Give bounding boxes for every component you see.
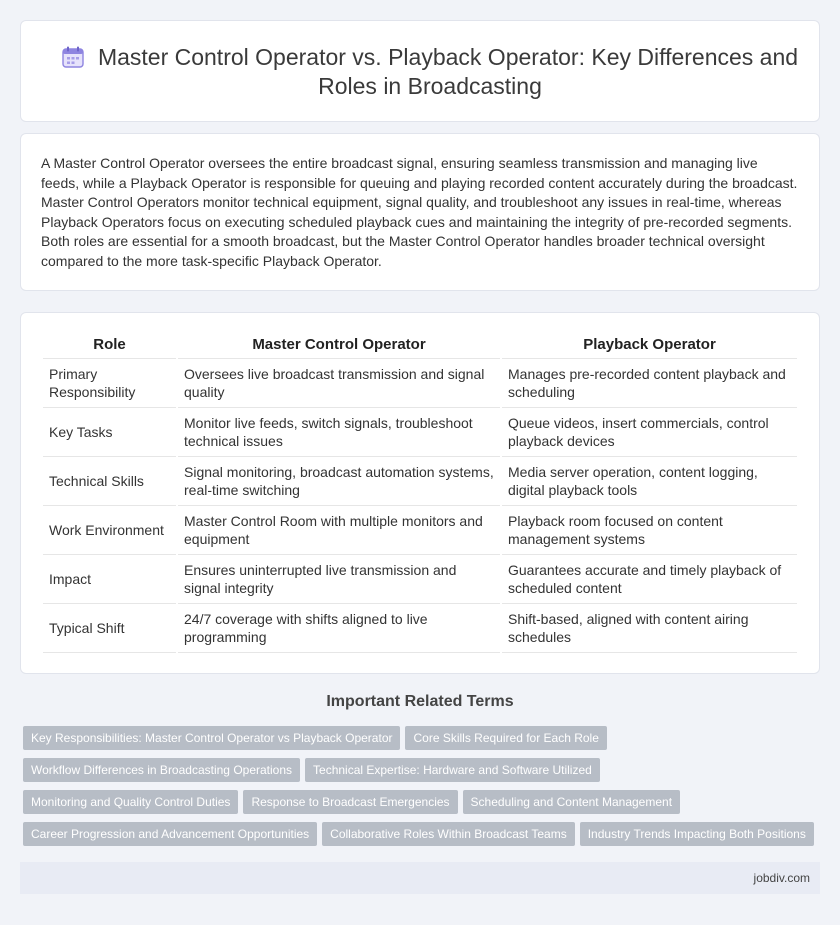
row-label: Primary Responsibility	[43, 359, 176, 408]
table-row	[43, 408, 797, 457]
table-row	[43, 457, 797, 506]
table-header-row	[43, 331, 797, 359]
related-term-tag[interactable]: Scheduling and Content Management	[463, 790, 680, 814]
table-row	[43, 506, 797, 555]
intro-paragraph: A Master Control Operator oversees the entire broadcast signal, ensuring seamless transmission and managing live feeds, while a Playback Operator is responsible for queuing and playing recorded content accurately during the broadcast. Master Control Operators monitor technical equipment, signal quality, and troubleshoot any issues in real-time, whereas Playback Operators focus on executing scheduled playback cues and maintaining the integrity of pre-recorded segments. Both roles are essential for a smooth broadcast, but the Master Control Operator handles broader technical oversight compared to the more task-specific Playback Operator.	[41, 155, 798, 269]
playback-cell: Playback room focused on content management systems	[502, 506, 797, 555]
master-control-cell: Monitor live feeds, switch signals, troubleshoot technical issues	[178, 408, 500, 457]
row-label: Work Environment	[43, 506, 176, 555]
header-master-control-operator: Master Control Operator	[178, 331, 500, 359]
tag-row	[23, 726, 823, 758]
related-term-tag[interactable]: Collaborative Roles Within Broadcast Teams	[322, 822, 575, 846]
comparison-card	[20, 312, 820, 674]
tag-row	[23, 822, 823, 854]
playback-cell: Queue videos, insert commercials, control playback devices	[502, 408, 797, 457]
related-term-tag[interactable]: Response to Broadcast Emergencies	[243, 790, 457, 814]
header-card	[20, 20, 820, 122]
table-row	[43, 359, 797, 408]
title-wrap	[61, 43, 799, 101]
related-term-tag[interactable]: Core Skills Required for Each Role	[405, 726, 606, 750]
row-label: Impact	[43, 555, 176, 604]
page-title-text: Master Control Operator vs. Playback Operator: Key Differences and Roles in Broadcasting	[97, 44, 799, 99]
intro-card	[20, 133, 820, 291]
row-label: Technical Skills	[43, 457, 176, 506]
master-control-cell: Signal monitoring, broadcast automation systems, real-time switching	[178, 457, 500, 506]
related-term-tag[interactable]: Monitoring and Quality Control Duties	[23, 790, 238, 814]
related-term-tag[interactable]: Workflow Differences in Broadcasting Operations	[23, 758, 300, 782]
footer	[20, 862, 820, 894]
tag-row	[23, 758, 823, 790]
master-control-cell: 24/7 coverage with shifts aligned to live programming	[178, 604, 500, 653]
row-label: Key Tasks	[43, 408, 176, 457]
table-row	[43, 604, 797, 653]
playback-cell: Guarantees accurate and timely playback of scheduled content	[502, 555, 797, 604]
footer-site-link[interactable]: jobdiv.com	[753, 871, 810, 885]
master-control-cell: Master Control Room with multiple monitors and equipment	[178, 506, 500, 555]
master-control-cell: Oversees live broadcast transmission and signal quality	[178, 359, 500, 408]
row-label: Typical Shift	[43, 604, 176, 653]
related-terms-title: Important Related Terms	[326, 693, 514, 710]
related-term-tag[interactable]: Key Responsibilities: Master Control Operator vs Playback Operator	[23, 726, 400, 750]
related-term-tag[interactable]: Industry Trends Impacting Both Positions	[580, 822, 814, 846]
header-role: Role	[43, 331, 176, 359]
related-terms-list	[23, 726, 823, 854]
playback-cell: Shift-based, aligned with content airing schedules	[502, 604, 797, 653]
master-control-cell: Ensures uninterrupted live transmission and signal integrity	[178, 555, 500, 604]
calendar-icon	[62, 46, 84, 68]
playback-cell: Media server operation, content logging, digital playback tools	[502, 457, 797, 506]
table-row	[43, 555, 797, 604]
related-term-tag[interactable]: Career Progression and Advancement Opportunities	[23, 822, 317, 846]
header-playback-operator: Playback Operator	[502, 331, 797, 359]
playback-cell: Manages pre-recorded content playback and scheduling	[502, 359, 797, 408]
page-title	[61, 43, 799, 101]
tag-row	[23, 790, 823, 822]
comparison-table	[41, 331, 799, 653]
related-term-tag[interactable]: Technical Expertise: Hardware and Software Utilized	[305, 758, 600, 782]
